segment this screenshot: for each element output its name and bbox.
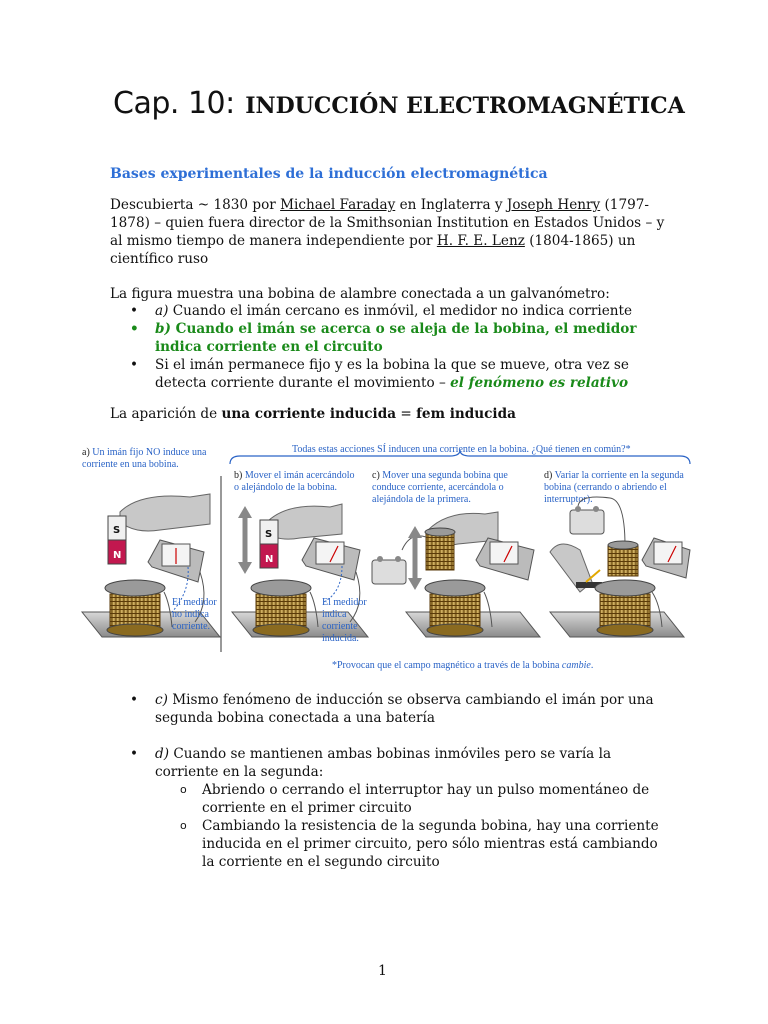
svg-text:El medidor: El medidor [172, 597, 217, 608]
svg-text:corriente en una bobina.: corriente en una bobina. [82, 459, 179, 470]
chapter-title: INDUCCIÓN ELECTROMAGNÉTICA [245, 93, 685, 119]
svg-text:b) Mover el imán acercándolo: b) Mover el imán acercándolo [234, 470, 355, 481]
svg-text:corriente: corriente [322, 621, 358, 632]
chapter-label: Cap. 10: [113, 86, 235, 121]
panel-d-illustration [550, 497, 690, 637]
history-paragraph: Descubierta ~ 1830 por Michael Faraday en Inglaterra y Joseph Henry (1797-1878) – quien fuera director de la Smithsonian Institution en Estados Unidos – y al mismo tiempo de manera independiente por H. F. E. Lenz (1804-1865) un científico ruso [110, 197, 665, 267]
list-item: • d) Cuando se mantienen ambas bobinas inmóviles pero se varía la corriente en la segunda: [110, 745, 670, 781]
sub-list-item: o Cambiando la resistencia de la segunda bobina, hay una corriente inducida en el primer circuito, pero sólo mientras está cambiando la corriente en el segundo circuito [110, 817, 670, 871]
svg-text:inducida.: inducida. [322, 633, 359, 644]
svg-text:interruptor).: interruptor). [544, 494, 593, 505]
link-lenz[interactable]: H. F. E. Lenz [436, 233, 525, 249]
figure-footnote: *Provocan que el campo magnético a través de la bobina cambie. [332, 660, 594, 671]
page-number: 1 [378, 963, 387, 979]
section-heading: Bases experimentales de la inducción electromagnética [110, 166, 548, 182]
link-henry[interactable]: Joseph Henry [506, 197, 601, 213]
sub-list-item: o Abriendo o cerrando el interruptor hay un pulso momentáneo de corriente en el primer circuito [110, 781, 670, 817]
experiment-list [110, 302, 670, 392]
svg-text:indica: indica [322, 609, 347, 620]
svg-text:bobina (cerrando o abriendo el: bobina (cerrando o abriendo el [544, 482, 667, 493]
list-item: • a) Cuando el imán cercano es inmóvil, el medidor no indica corriente [110, 302, 670, 320]
panel-b-illustration [232, 504, 368, 644]
svg-text:d) Variar la corriente en la s: d) Variar la corriente en la segunda [544, 470, 684, 481]
svg-text:alejándola de la primera.: alejándola de la primera. [372, 494, 471, 505]
list-item: • c) Mismo fenómeno de inducción se observa cambiando el imán por una segunda bobina conectada a una batería [110, 691, 670, 727]
link-faraday[interactable]: Michael Faraday [280, 197, 396, 213]
svg-text:conduce corriente, acercándola: conduce corriente, acercándola o [372, 482, 504, 493]
svg-text:corriente.: corriente. [172, 621, 211, 632]
svg-text:El medidor: El medidor [322, 597, 367, 608]
figure-top-note: Todas estas acciones SÍ inducen una corriente en la bobina. ¿Qué tienen en común?* [292, 444, 631, 455]
induced-current-line: La aparición de una corriente inducida = fem inducida [110, 406, 516, 422]
svg-text:S: S [265, 529, 273, 540]
induction-figure [80, 442, 692, 674]
list-item: • b) Cuando el imán se acerca o se aleja de la bobina, el medidor indica corriente en el circuito [110, 320, 670, 356]
svg-text:a) Un imán fijo NO induce una: a) Un imán fijo NO induce una [82, 447, 207, 458]
experiment-list-2 [110, 691, 670, 871]
list-item: • Si el imán permanece fijo y es la bobina la que se mueve, otra vez se detecta corriente durante el movimiento – el fenómeno es relativo [110, 356, 670, 392]
figure-intro: La figura muestra una bobina de alambre conectada a un galvanómetro: [110, 286, 610, 302]
svg-text:c) Mover una segunda bobina qu: c) Mover una segunda bobina que [372, 470, 508, 481]
svg-text:S: S [113, 525, 121, 536]
svg-text:o alejándolo de la bobina.: o alejándolo de la bobina. [234, 482, 338, 493]
panel-a-illustration [82, 494, 220, 637]
page-title [113, 86, 685, 121]
panel-c-illustration [372, 512, 540, 637]
svg-text:N: N [265, 554, 274, 565]
svg-text:no indica: no indica [172, 609, 209, 620]
svg-text:N: N [113, 550, 122, 561]
